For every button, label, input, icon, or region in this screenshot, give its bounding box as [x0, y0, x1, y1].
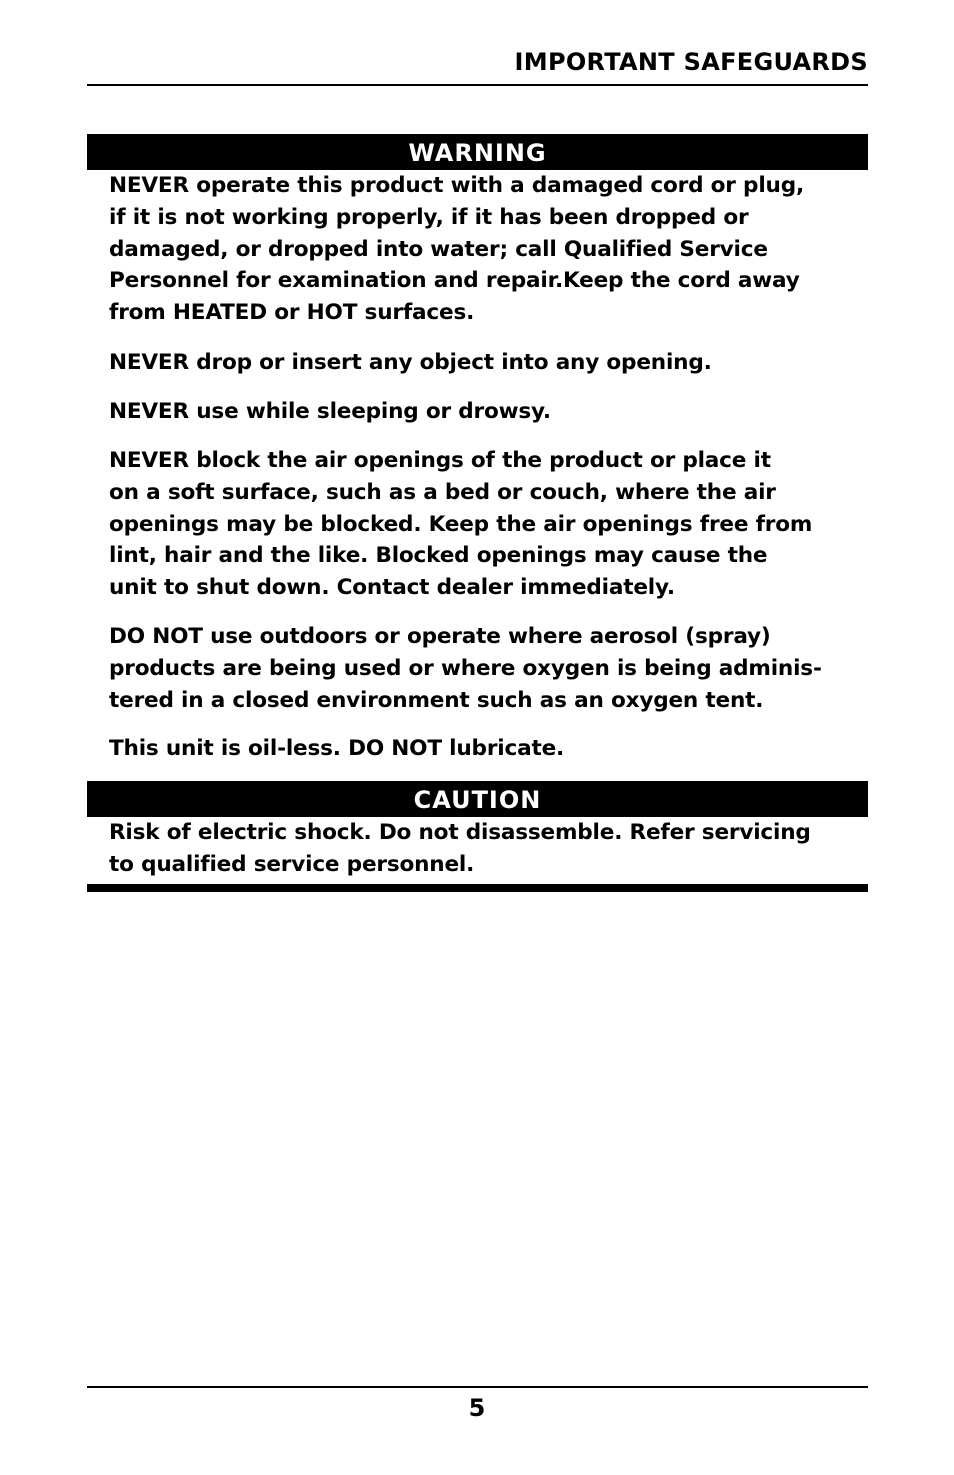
caution-paragraph: Risk of electric shock. Do not disassemble. Refer servicing to qualified service personnel.	[109, 820, 811, 877]
warning-paragraph-cord: NEVER operate this product with a damaged cord or plug, if it is not working properly, if it has been dropped or damaged, or dropped into water; call Qualified Service Personnel for examination and repair.Keep the cord away from HEATED or HOT surfaces.	[109, 173, 804, 326]
paragraph-lead: NEVER	[109, 350, 189, 375]
caution-bottom-rule	[87, 884, 868, 892]
paragraph-lead: NEVER	[109, 173, 189, 198]
page-header-title: IMPORTANT SAFEGUARDS	[514, 48, 868, 76]
warning-banner: WARNING	[87, 134, 868, 170]
paragraph-lead: NEVER	[109, 448, 189, 473]
warning-paragraph-objects: NEVER drop or insert any object into any opening.	[109, 350, 712, 375]
warning-paragraph-outdoors: DO NOT use outdoors or operate where aerosol (spray) products are being used or where oxygen is being adminis- tered in a closed environment such as an oxygen tent.	[109, 624, 822, 713]
header-rule	[87, 84, 868, 86]
warning-paragraph-oil-less: This unit is oil-less. DO NOT lubricate.	[109, 736, 565, 761]
warning-paragraph-sleeping: NEVER use while sleeping or drowsy.	[109, 399, 551, 424]
paragraph-lead: NEVER	[109, 399, 189, 424]
paragraph-lead: DO NOT	[109, 624, 203, 649]
footer-rule	[87, 1386, 868, 1388]
page-number: 5	[468, 1394, 486, 1422]
warning-paragraph-air-openings: NEVER block the air openings of the product or place it on a soft surface, such as a bed or couch, where the air openings may be blocked. Keep the air openings free from lint, hair and the like. Blocked openings may cause the unit to shut down. Contact dealer immediately.	[109, 448, 813, 601]
caution-banner: CAUTION	[87, 781, 868, 817]
